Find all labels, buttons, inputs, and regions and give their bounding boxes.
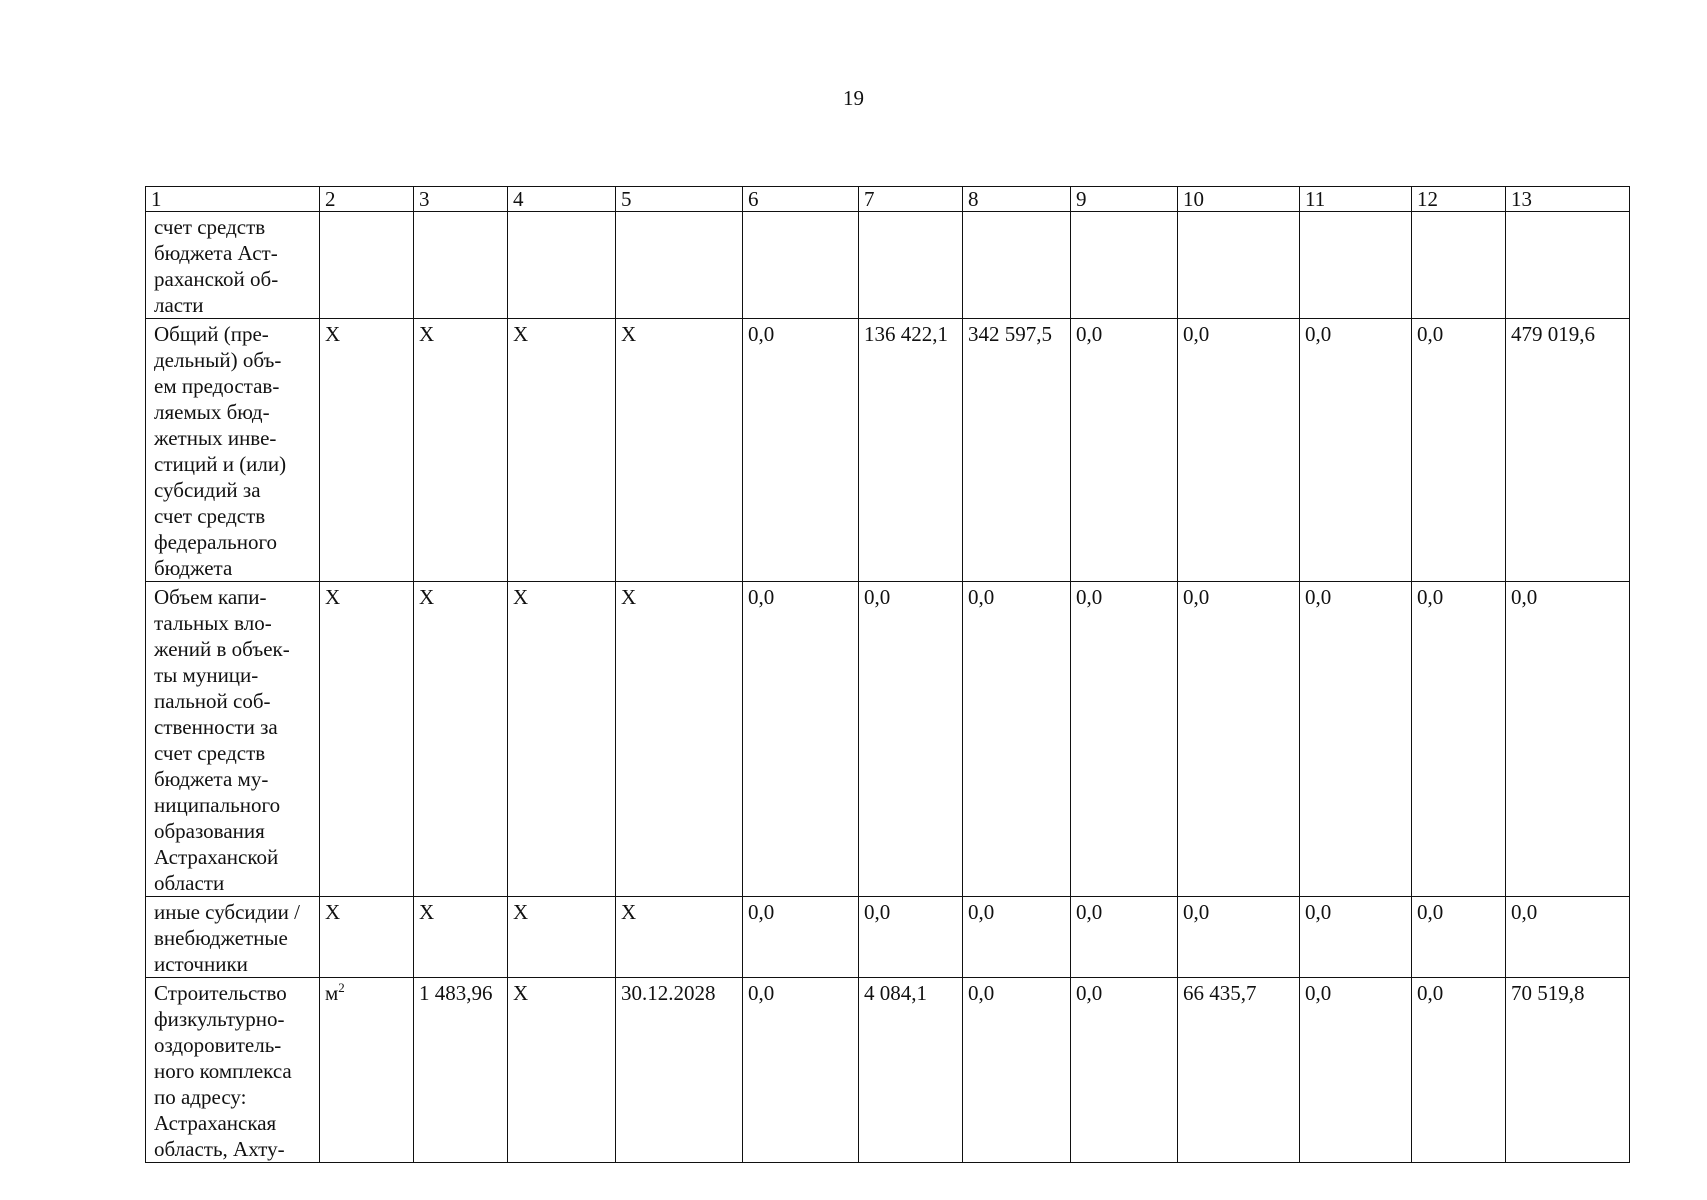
table-row	[146, 212, 1630, 319]
row-label-line: физкультурно-	[154, 1007, 285, 1031]
table-row	[146, 319, 1630, 582]
value-cell: 0,0	[1300, 582, 1412, 897]
value-cell: 0,0	[1506, 582, 1630, 897]
row-label-cell	[146, 978, 320, 1163]
value-cell: 0,0	[1071, 897, 1178, 978]
column-number: 12	[1412, 187, 1506, 212]
row-label-line: Объем капи-	[154, 585, 267, 609]
value-cell: X	[616, 582, 743, 897]
row-label-cell	[146, 582, 320, 897]
value-cell: 0,0	[1412, 978, 1506, 1163]
value-cell: 0,0	[743, 978, 859, 1163]
row-label-line: оздоровитель-	[154, 1033, 282, 1057]
row-label-line: субсидий за	[154, 478, 261, 502]
table-row	[146, 582, 1630, 897]
row-label-cell	[146, 897, 320, 978]
column-number: 10	[1178, 187, 1300, 212]
value-cell: 136 422,1	[859, 319, 963, 582]
value-cell	[963, 212, 1071, 319]
value-cell: 342 597,5	[963, 319, 1071, 582]
value-cell: X	[508, 897, 616, 978]
row-label-line: дельный) объ-	[154, 348, 282, 372]
page-number: 19	[843, 86, 864, 110]
value-cell: 0,0	[1412, 897, 1506, 978]
row-label-line: стиций и (или)	[154, 452, 287, 476]
row-label-line: ного комплекса	[154, 1059, 292, 1083]
value-cell: X	[508, 582, 616, 897]
row-label-line: федерального	[154, 530, 278, 554]
value-cell: 30.12.2028	[616, 978, 743, 1163]
value-cell	[1412, 212, 1506, 319]
value-cell: 0,0	[963, 582, 1071, 897]
value-cell: 0,0	[1412, 582, 1506, 897]
value-cell: X	[508, 319, 616, 582]
value-cell: 0,0	[1071, 978, 1178, 1163]
row-label-line: Строительство	[154, 981, 287, 1005]
row-label-line: Общий (пре-	[154, 322, 269, 346]
row-label-line: образования	[154, 819, 265, 843]
value-cell: X	[414, 582, 508, 897]
value-cell	[1178, 212, 1300, 319]
row-label-cell	[146, 212, 320, 319]
value-cell	[1300, 212, 1412, 319]
value-cell	[743, 212, 859, 319]
unit-label	[325, 981, 345, 1005]
column-number: 6	[743, 187, 859, 212]
unit-base: м	[325, 981, 339, 1005]
value-cell: 0,0	[1178, 582, 1300, 897]
value-cell: X	[414, 897, 508, 978]
row-label-line: счет средств	[154, 504, 266, 528]
column-number: 3	[414, 187, 508, 212]
column-number: 5	[616, 187, 743, 212]
table-row	[146, 978, 1630, 1163]
value-cell: X	[616, 319, 743, 582]
value-cell: 66 435,7	[1178, 978, 1300, 1163]
value-cell: 0,0	[1412, 319, 1506, 582]
column-number: 11	[1300, 187, 1412, 212]
column-number: 9	[1071, 187, 1178, 212]
row-label-line: ниципального	[154, 793, 281, 817]
value-cell: X	[320, 319, 414, 582]
value-cell: 0,0	[963, 978, 1071, 1163]
row-label-line: счет средств	[154, 215, 266, 239]
value-cell: 0,0	[859, 897, 963, 978]
column-number: 8	[963, 187, 1071, 212]
table-row	[146, 897, 1630, 978]
value-cell: 70 519,8	[1506, 978, 1630, 1163]
value-cell: 0,0	[1300, 978, 1412, 1163]
value-cell	[1071, 212, 1178, 319]
row-label-line: жетных инве-	[154, 426, 277, 450]
row-label-line: ласти	[154, 293, 204, 317]
value-cell: 0,0	[1300, 897, 1412, 978]
value-cell	[320, 212, 414, 319]
value-cell: 0,0	[963, 897, 1071, 978]
value-cell	[616, 212, 743, 319]
value-cell: 0,0	[1071, 319, 1178, 582]
value-cell: X	[508, 978, 616, 1163]
row-label-line: ственности за	[154, 715, 278, 739]
row-label-line: Астраханская	[154, 1111, 277, 1135]
row-label-line: бюджета Аст-	[154, 241, 278, 265]
unit-cell	[320, 978, 414, 1163]
table-header-row	[146, 187, 1630, 212]
value-cell: 0,0	[743, 582, 859, 897]
budget-table	[145, 186, 1630, 1163]
value-cell	[508, 212, 616, 319]
row-label-line: по адресу:	[154, 1085, 247, 1109]
row-label-line: источники	[154, 952, 248, 976]
value-cell	[859, 212, 963, 319]
value-cell: 0,0	[1506, 897, 1630, 978]
row-label-line: внебюджетные	[154, 926, 288, 950]
value-cell: 4 084,1	[859, 978, 963, 1163]
column-number: 4	[508, 187, 616, 212]
row-label-line: ляемых бюд-	[154, 400, 270, 424]
column-number: 13	[1506, 187, 1630, 212]
row-label-line: раханской об-	[154, 267, 279, 291]
value-cell: X	[320, 582, 414, 897]
value-cell: 0,0	[1300, 319, 1412, 582]
row-label-line: счет средств	[154, 741, 266, 765]
row-label-cell	[146, 319, 320, 582]
value-cell: 0,0	[1178, 897, 1300, 978]
value-cell	[414, 212, 508, 319]
value-cell: 0,0	[1071, 582, 1178, 897]
column-number: 2	[320, 187, 414, 212]
value-cell: X	[320, 897, 414, 978]
row-label-line: бюджета	[154, 556, 233, 580]
value-cell: 0,0	[743, 897, 859, 978]
column-number: 1	[146, 187, 320, 212]
row-label-line: жений в объек-	[154, 637, 290, 661]
row-label-line: иные субсидии /	[154, 900, 300, 924]
value-cell: 479 019,6	[1506, 319, 1630, 582]
row-label-line: Астраханской	[154, 845, 279, 869]
row-label-line: пальной соб-	[154, 689, 271, 713]
row-label-line: области	[154, 871, 225, 895]
row-label-line: ем предостав-	[154, 374, 280, 398]
column-number: 7	[859, 187, 963, 212]
value-cell: 0,0	[743, 319, 859, 582]
value-cell: X	[616, 897, 743, 978]
value-cell: X	[414, 319, 508, 582]
row-label-line: тальных вло-	[154, 611, 272, 635]
value-cell: 0,0	[1178, 319, 1300, 582]
value-cell: 0,0	[859, 582, 963, 897]
value-cell	[1506, 212, 1630, 319]
row-label-line: область, Ахту-	[154, 1137, 285, 1161]
value-cell: 1 483,96	[414, 978, 508, 1163]
row-label-line: ты муници-	[154, 663, 259, 687]
unit-exponent: 2	[338, 980, 345, 995]
row-label-line: бюджета му-	[154, 767, 269, 791]
